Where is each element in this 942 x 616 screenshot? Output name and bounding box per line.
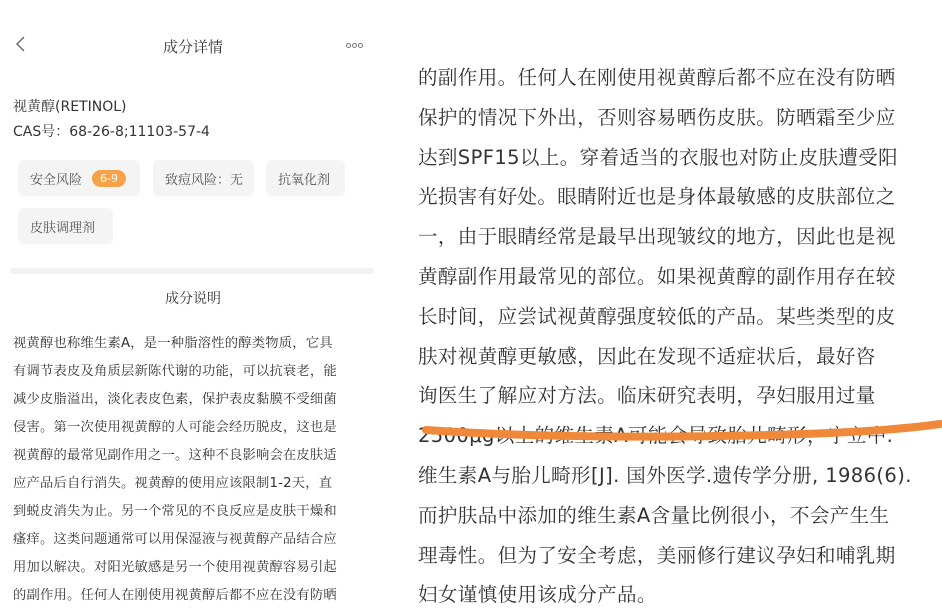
- ingredient-name: 视黄醇(RETINOL): [13, 99, 127, 115]
- description-line: 而护肤品中添加的维生素A含量比例很小，不会产生生: [418, 503, 890, 527]
- description-line: 瘙痒。这类问题通常可以用保湿液与视黄醇产品结合应: [13, 532, 337, 547]
- cas-number: CAS号：68-26-8;11103-57-4: [13, 124, 210, 140]
- tag-safety-risk[interactable]: [18, 160, 140, 196]
- zoomed-description-panel: [396, 0, 942, 616]
- ingredient-detail-screen: [0, 0, 386, 616]
- tag-antioxidant[interactable]: [266, 160, 345, 196]
- description-line: 到蜕皮消失为止。另一个常见的不良反应是皮肤干燥和: [13, 504, 337, 519]
- description-line: 用加以解决。对阳光敏感是另一个使用视黄醇容易引起: [13, 560, 337, 575]
- page-title: 成分详情: [162, 38, 223, 56]
- section-divider: [10, 268, 374, 274]
- description-line: 一，由于眼睛经常是最早出现皱纹的地方，因此也是视: [418, 225, 896, 249]
- more-button[interactable]: [346, 38, 366, 52]
- description-line: 妇女谨慎使用该成分产品。: [418, 583, 657, 607]
- tag-acne-risk[interactable]: [153, 160, 254, 196]
- description-line: 侵害。第一次使用视黄醇的人可能会经历脱皮，这也是: [13, 420, 337, 435]
- section-title: 成分说明: [165, 291, 221, 307]
- description-line: 减少皮脂溢出，淡化表皮色素，保护表皮黏膜不受细菌: [13, 392, 337, 407]
- description-line: 保护的情况下外出，否则容易晒伤皮肤。防晒霜至少应: [418, 105, 896, 129]
- description-line: 维生素A与胎儿畸形[J]. 国外医学.遗传学分册, 1986(6).: [418, 463, 912, 487]
- tag-label: 皮肤调理剂: [30, 220, 96, 236]
- description-line: 黄醇副作用最常见的部位。如果视黄醇的副作用存在较: [418, 264, 896, 288]
- description-line: 光损害有好处。眼睛附近也是身体最敏感的皮肤部位之: [418, 185, 896, 209]
- tag-skin-conditioner[interactable]: [18, 208, 113, 244]
- description-line: 视黄醇也称维生素A，是一种脂溶性的醇类物质，它具: [13, 336, 333, 351]
- description-line: 视黄醇的最常见副作用之一。这种不良影响会在皮肤适: [13, 448, 337, 463]
- description-line: 应产品后自行消失。视黄醇的使用应该限制1-2天，直: [13, 476, 333, 491]
- description-line: 理毒性。但为了安全考虑，美丽修行建议孕妇和哺乳期: [418, 543, 896, 567]
- description-line: 询医生了解应对方法。临床研究表明，孕妇服用过量: [418, 384, 876, 408]
- description-line: 的副作用。任何人在刚使用视黄醇后都不应在没有防晒: [418, 66, 896, 89]
- description-line: 长时间，应尝试视黄醇强度较低的产品。某些类型的皮: [418, 304, 896, 328]
- more-dots-icon: [358, 43, 363, 48]
- description-line: 达到SPF15以上。穿着适当的衣服也对防止皮肤遭受阳: [418, 145, 899, 169]
- zoomed-description: [418, 58, 938, 615]
- description-line: 肤对视黄醇更敏感，因此在发现不适症状后，最好咨: [418, 344, 876, 368]
- description-line-highlighted: 2500μg以上的维生素A可能会导致胎儿畸形，宁立中.: [418, 424, 894, 448]
- tag-label: 致痘风险：无: [165, 172, 244, 188]
- tag-label: 安全风险: [30, 172, 83, 188]
- risk-badge: 6-9: [92, 170, 126, 187]
- more-dots-icon: [346, 43, 351, 48]
- ingredient-description: [13, 330, 375, 610]
- nav-bar: [0, 30, 386, 64]
- description-line: 有调节表皮及角质层新陈代谢的功能，可以抗衰老，能: [13, 364, 337, 379]
- more-dots-icon: [352, 43, 357, 48]
- description-line: 的副作用。任何人在刚使用视黄醇后都不应在没有防晒: [13, 588, 337, 603]
- tag-label: 抗氧化剂: [278, 172, 331, 188]
